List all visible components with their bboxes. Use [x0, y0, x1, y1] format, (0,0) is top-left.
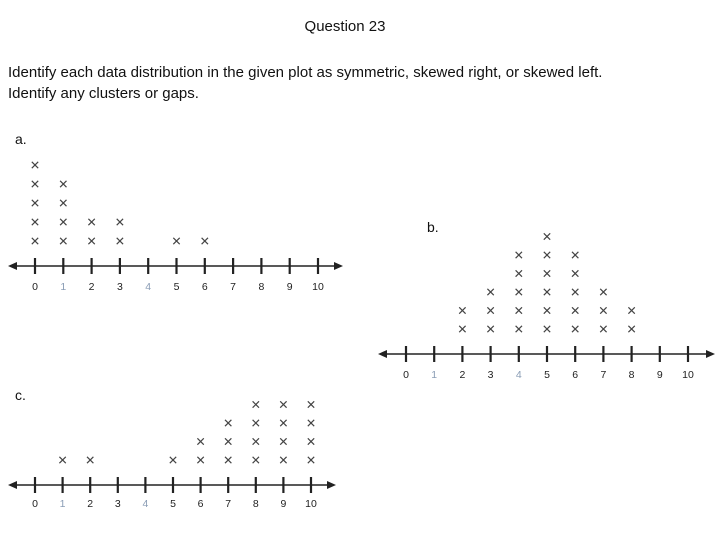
- x-mark-b: [572, 252, 578, 258]
- x-mark-c: [253, 401, 259, 407]
- plot-c-label: c.: [15, 387, 26, 403]
- x-mark-b: [628, 326, 634, 332]
- axis-arrow-left-b: [378, 350, 387, 358]
- x-mark-b: [516, 307, 522, 313]
- tick-label-b: 0: [403, 369, 409, 381]
- x-mark-c: [225, 457, 231, 463]
- x-mark-c: [280, 420, 286, 426]
- x-mark-c: [308, 438, 314, 444]
- tick-label-c: 3: [114, 498, 121, 510]
- x-mark-c: [308, 420, 314, 426]
- x-mark-b: [516, 326, 522, 332]
- tick-label-c: 6: [197, 498, 204, 510]
- x-mark-b: [544, 307, 550, 313]
- x-mark-b: [544, 289, 550, 295]
- x-mark-b: [600, 307, 606, 313]
- tick-label-a: 9: [286, 281, 293, 293]
- tick-label-c: 5: [170, 498, 176, 510]
- tick-label-b: 8: [628, 369, 635, 381]
- x-mark-b: [544, 252, 550, 258]
- x-mark-b: [572, 307, 578, 313]
- tick-label-c: 10: [305, 498, 317, 510]
- tick-label-a: 6: [201, 281, 208, 293]
- x-mark-b: [544, 233, 550, 239]
- tick-label-a: 10: [312, 281, 324, 293]
- tick-label-a: 2: [88, 281, 95, 293]
- tick-label-c: 7: [225, 498, 232, 510]
- tick-label-b: 9: [656, 369, 663, 381]
- tick-label-c: 4: [142, 498, 149, 510]
- x-mark-b: [516, 270, 522, 276]
- x-mark-c: [280, 438, 286, 444]
- x-mark-c: [253, 457, 259, 463]
- plot-a-label: a.: [15, 131, 27, 147]
- axis-arrow-right-c: [327, 481, 336, 489]
- tick-label-a: 7: [230, 281, 237, 293]
- x-mark-c: [87, 457, 93, 463]
- tick-label-b: 7: [600, 369, 607, 381]
- tick-label-a: 0: [32, 281, 38, 293]
- x-mark-b: [487, 326, 493, 332]
- x-mark-b: [459, 307, 465, 313]
- instruction-line-2: Identify any clusters or gaps.: [8, 85, 199, 102]
- x-mark-b: [572, 289, 578, 295]
- x-mark-c: [170, 457, 176, 463]
- tick-label-c: 2: [87, 498, 94, 510]
- axis-arrow-left-c: [8, 481, 17, 489]
- tick-label-c: 0: [32, 498, 38, 510]
- x-mark-b: [487, 307, 493, 313]
- tick-label-b: 1: [431, 369, 438, 381]
- tick-label-a: 3: [116, 281, 123, 293]
- x-mark-c: [253, 438, 259, 444]
- tick-label-a: 5: [173, 281, 180, 293]
- x-mark-c: [253, 420, 259, 426]
- x-mark-b: [600, 289, 606, 295]
- tick-label-b: 10: [682, 369, 694, 381]
- x-mark-c: [308, 457, 314, 463]
- x-mark-b: [572, 270, 578, 276]
- x-mark-c: [225, 438, 231, 444]
- tick-label-b: 2: [459, 369, 466, 381]
- tick-label-c: 1: [59, 498, 66, 510]
- tick-label-b: 5: [544, 369, 550, 381]
- x-mark-b: [544, 326, 550, 332]
- x-mark-c: [308, 401, 314, 407]
- question-title: Question 23: [304, 18, 386, 35]
- x-mark-b: [600, 326, 606, 332]
- tick-label-c: 8: [252, 498, 259, 510]
- tick-label-b: 6: [572, 369, 579, 381]
- plot-b-label: b.: [427, 219, 439, 235]
- tick-label-b: 4: [515, 369, 522, 381]
- tick-label-a: 1: [60, 281, 67, 293]
- x-mark-c: [197, 438, 203, 444]
- x-mark-c: [59, 457, 65, 463]
- x-mark-b: [572, 326, 578, 332]
- x-mark-c: [225, 420, 231, 426]
- dot-plot-c: [0, 0, 360, 520]
- x-mark-c: [197, 457, 203, 463]
- tick-label-a: 8: [258, 281, 265, 293]
- x-mark-b: [516, 252, 522, 258]
- x-mark-b: [544, 270, 550, 276]
- axis-arrow-right-b: [706, 350, 715, 358]
- x-mark-c: [280, 457, 286, 463]
- tick-label-b: 3: [487, 369, 494, 381]
- x-mark-b: [516, 289, 522, 295]
- x-mark-c: [280, 401, 286, 407]
- x-mark-b: [628, 307, 634, 313]
- tick-label-a: 4: [145, 281, 152, 293]
- instruction-line-1: Identify each data distribution in the given plot as symmetric, skewed right, or skewed left.: [8, 64, 603, 81]
- tick-label-c: 9: [280, 498, 287, 510]
- x-mark-b: [487, 289, 493, 295]
- x-mark-b: [459, 326, 465, 332]
